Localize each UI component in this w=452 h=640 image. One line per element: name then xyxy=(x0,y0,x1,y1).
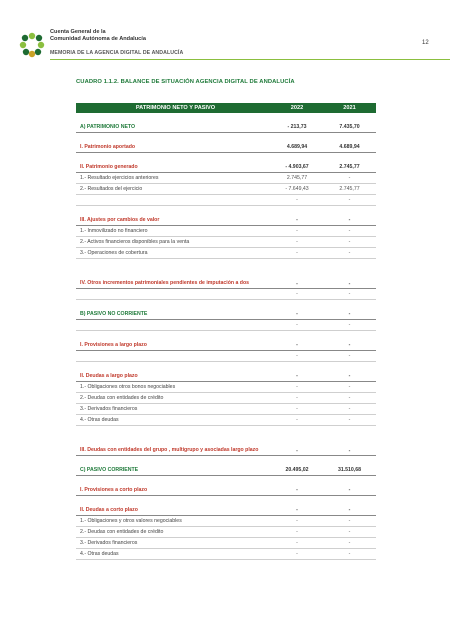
table-row xyxy=(76,485,376,496)
value-2021: - xyxy=(348,197,351,203)
row-spacer xyxy=(76,113,376,122)
row-label: 4.- Otras deudas xyxy=(80,417,119,423)
row-spacer xyxy=(76,362,376,371)
value-2021: - xyxy=(348,217,351,223)
value-2022: - xyxy=(296,281,298,287)
table-row xyxy=(76,268,376,289)
row-spacer xyxy=(76,456,376,465)
row-label: 1.- Resultado ejercicios anteriores xyxy=(80,175,159,181)
row-label: 3.- Derivados financieros xyxy=(80,406,138,412)
value-2022: - xyxy=(296,551,298,557)
value-2021: - xyxy=(348,322,351,328)
agency-name: MEMORIA DE LA AGENCIA DIGITAL DE ANDALUCÍA xyxy=(50,50,184,56)
value-2021: - xyxy=(348,417,351,423)
value-2022: - xyxy=(296,529,298,535)
value-2022: - xyxy=(296,353,298,359)
value-2022: - xyxy=(296,239,298,245)
row-label: IV. Otros incrementos patrimoniales pendientes de imputación a dos xyxy=(80,279,250,286)
value-2021: - xyxy=(348,228,351,234)
value-2021: - xyxy=(348,281,351,287)
table-row xyxy=(76,538,376,549)
table-row xyxy=(76,549,376,560)
value-2021: 7.435,70 xyxy=(339,124,360,130)
row-spacer xyxy=(76,153,376,162)
value-2021: - xyxy=(348,507,351,513)
row-label: B) PASIVO NO CORRIENTE xyxy=(80,311,148,317)
row-label: 2.- Resultados del ejercicio xyxy=(80,186,143,192)
row-spacer xyxy=(76,206,376,215)
value-2021: - xyxy=(348,353,351,359)
value-2021: - xyxy=(348,373,351,379)
column-header-2022: 2022 xyxy=(290,105,304,111)
row-label: 4.- Otras deudas xyxy=(80,551,119,557)
value-2022: - xyxy=(296,291,298,297)
value-2021: - xyxy=(348,518,351,524)
row-label: III. Ajustes por cambios de valor xyxy=(80,217,160,223)
value-2021: - xyxy=(348,487,351,493)
value-2021: 4.689,94 xyxy=(339,144,360,150)
junta-andalucia-logo-icon xyxy=(18,30,48,58)
value-2022: - xyxy=(296,406,298,412)
row-label: 1.- Obligaciones otros bonos negociables xyxy=(80,384,176,390)
value-2022: - xyxy=(296,540,298,546)
table-row xyxy=(76,195,376,206)
row-label: II. Deudas a corto plazo xyxy=(80,507,138,513)
table-row xyxy=(76,340,376,351)
value-2022: - xyxy=(296,342,298,348)
table-body xyxy=(76,113,376,560)
value-2022: 20.495,02 xyxy=(285,467,309,473)
value-2021: - xyxy=(348,239,351,245)
table-row xyxy=(76,505,376,516)
page-header xyxy=(18,26,438,66)
column-header-2021: 2021 xyxy=(343,105,356,111)
value-2022: - xyxy=(296,217,298,223)
table-row xyxy=(76,393,376,404)
value-2022: 2.745,77 xyxy=(286,175,308,181)
table-row xyxy=(76,527,376,538)
value-2021: 2.745,77 xyxy=(339,186,360,192)
table-row xyxy=(76,184,376,195)
value-2022: - 4.903,67 xyxy=(285,164,309,170)
row-label: 2.- Deudas con entidades de crédito xyxy=(80,395,164,401)
table-row xyxy=(76,142,376,153)
row-spacer xyxy=(76,133,376,142)
value-2022: - xyxy=(296,228,298,234)
column-header-concept: PATRIMONIO NETO Y PASIVO xyxy=(135,105,216,111)
row-spacer xyxy=(76,496,376,505)
table-row xyxy=(76,122,376,133)
row-spacer xyxy=(76,426,376,435)
table-row xyxy=(76,237,376,248)
row-label: I. Patrimonio aportado xyxy=(80,144,136,150)
value-2021: - xyxy=(348,342,351,348)
value-2022: - xyxy=(296,487,298,493)
value-2021: 31.510,68 xyxy=(337,467,362,473)
row-label: I. Provisiones a largo plazo xyxy=(80,342,147,348)
table-row xyxy=(76,404,376,415)
row-label: 1.- Obligaciones y otros valores negociables xyxy=(80,518,182,524)
page-number: 12 xyxy=(422,40,429,46)
table-row xyxy=(76,351,376,362)
table-row xyxy=(76,173,376,184)
row-spacer xyxy=(76,259,376,268)
value-2022: - xyxy=(296,311,298,317)
value-2022: - xyxy=(296,448,298,454)
row-label: 2.- Activos financieros disponibles para la venta xyxy=(80,239,190,245)
value-2021: - xyxy=(348,250,351,256)
institution-title: Cuenta General de la Comunidad Autónoma de Andalucía xyxy=(50,29,146,42)
row-label: C) PASIVO CORRIENTE xyxy=(80,467,139,473)
row-label: I. Provisiones a corto plazo xyxy=(80,487,148,493)
value-2022: - 213,73 xyxy=(287,124,307,130)
value-2022: - xyxy=(296,518,298,524)
value-2021: 2.745,77 xyxy=(339,164,360,170)
table-title: CUADRO 1.1.2. BALANCE DE SITUACIÓN AGENCIA DIGITAL DE ANDALUCÍA xyxy=(76,79,295,85)
value-2021: - xyxy=(348,406,351,412)
value-2022: - 7.649,43 xyxy=(285,186,309,192)
value-2022: - xyxy=(296,395,298,401)
table-row xyxy=(76,382,376,393)
row-label: 3.- Derivados financieros xyxy=(80,540,138,546)
value-2021: - xyxy=(348,395,351,401)
row-label: 1.- Inmovilizado no financiero xyxy=(80,228,148,234)
row-label: III. Deudas con entidades del grupo , multigrupo y asociadas largo plazo xyxy=(80,446,259,453)
table-row xyxy=(76,415,376,426)
row-label: II. Deudas a largo plazo xyxy=(80,373,138,379)
table-row xyxy=(76,465,376,476)
table-row xyxy=(76,248,376,259)
row-spacer xyxy=(76,476,376,485)
value-2022: - xyxy=(296,322,298,328)
value-2022: - xyxy=(296,417,298,423)
value-2021: - xyxy=(348,311,351,317)
value-2021: - xyxy=(348,540,351,546)
value-2022: - xyxy=(296,197,298,203)
table-row xyxy=(76,320,376,331)
table-row xyxy=(76,215,376,226)
row-label: A) PATRIMONIO NETO xyxy=(80,124,136,130)
table-header xyxy=(76,103,376,113)
value-2021: - xyxy=(348,291,351,297)
table-row xyxy=(76,371,376,382)
value-2022: - xyxy=(296,507,298,513)
value-2021: - xyxy=(348,529,351,535)
header-divider xyxy=(50,59,450,60)
table-row xyxy=(76,162,376,173)
row-label: II. Patrimonio generado xyxy=(80,164,138,170)
row-spacer xyxy=(76,331,376,340)
table-row xyxy=(76,226,376,237)
table-row xyxy=(76,435,376,456)
value-2022: - xyxy=(296,250,298,256)
value-2021: - xyxy=(348,175,351,181)
value-2022: 4.689,94 xyxy=(286,144,308,150)
table-row xyxy=(76,309,376,320)
row-label: 2.- Deudas con entidades de crédito xyxy=(80,529,164,535)
table-row xyxy=(76,516,376,527)
value-2021: - xyxy=(348,448,351,454)
row-spacer xyxy=(76,300,376,309)
balance-table xyxy=(76,103,376,560)
value-2022: - xyxy=(296,373,298,379)
value-2021: - xyxy=(348,551,351,557)
value-2022: - xyxy=(296,384,298,390)
row-label: 3.- Operaciones de cobertura xyxy=(80,250,148,256)
table-row xyxy=(76,289,376,300)
value-2021: - xyxy=(348,384,351,390)
